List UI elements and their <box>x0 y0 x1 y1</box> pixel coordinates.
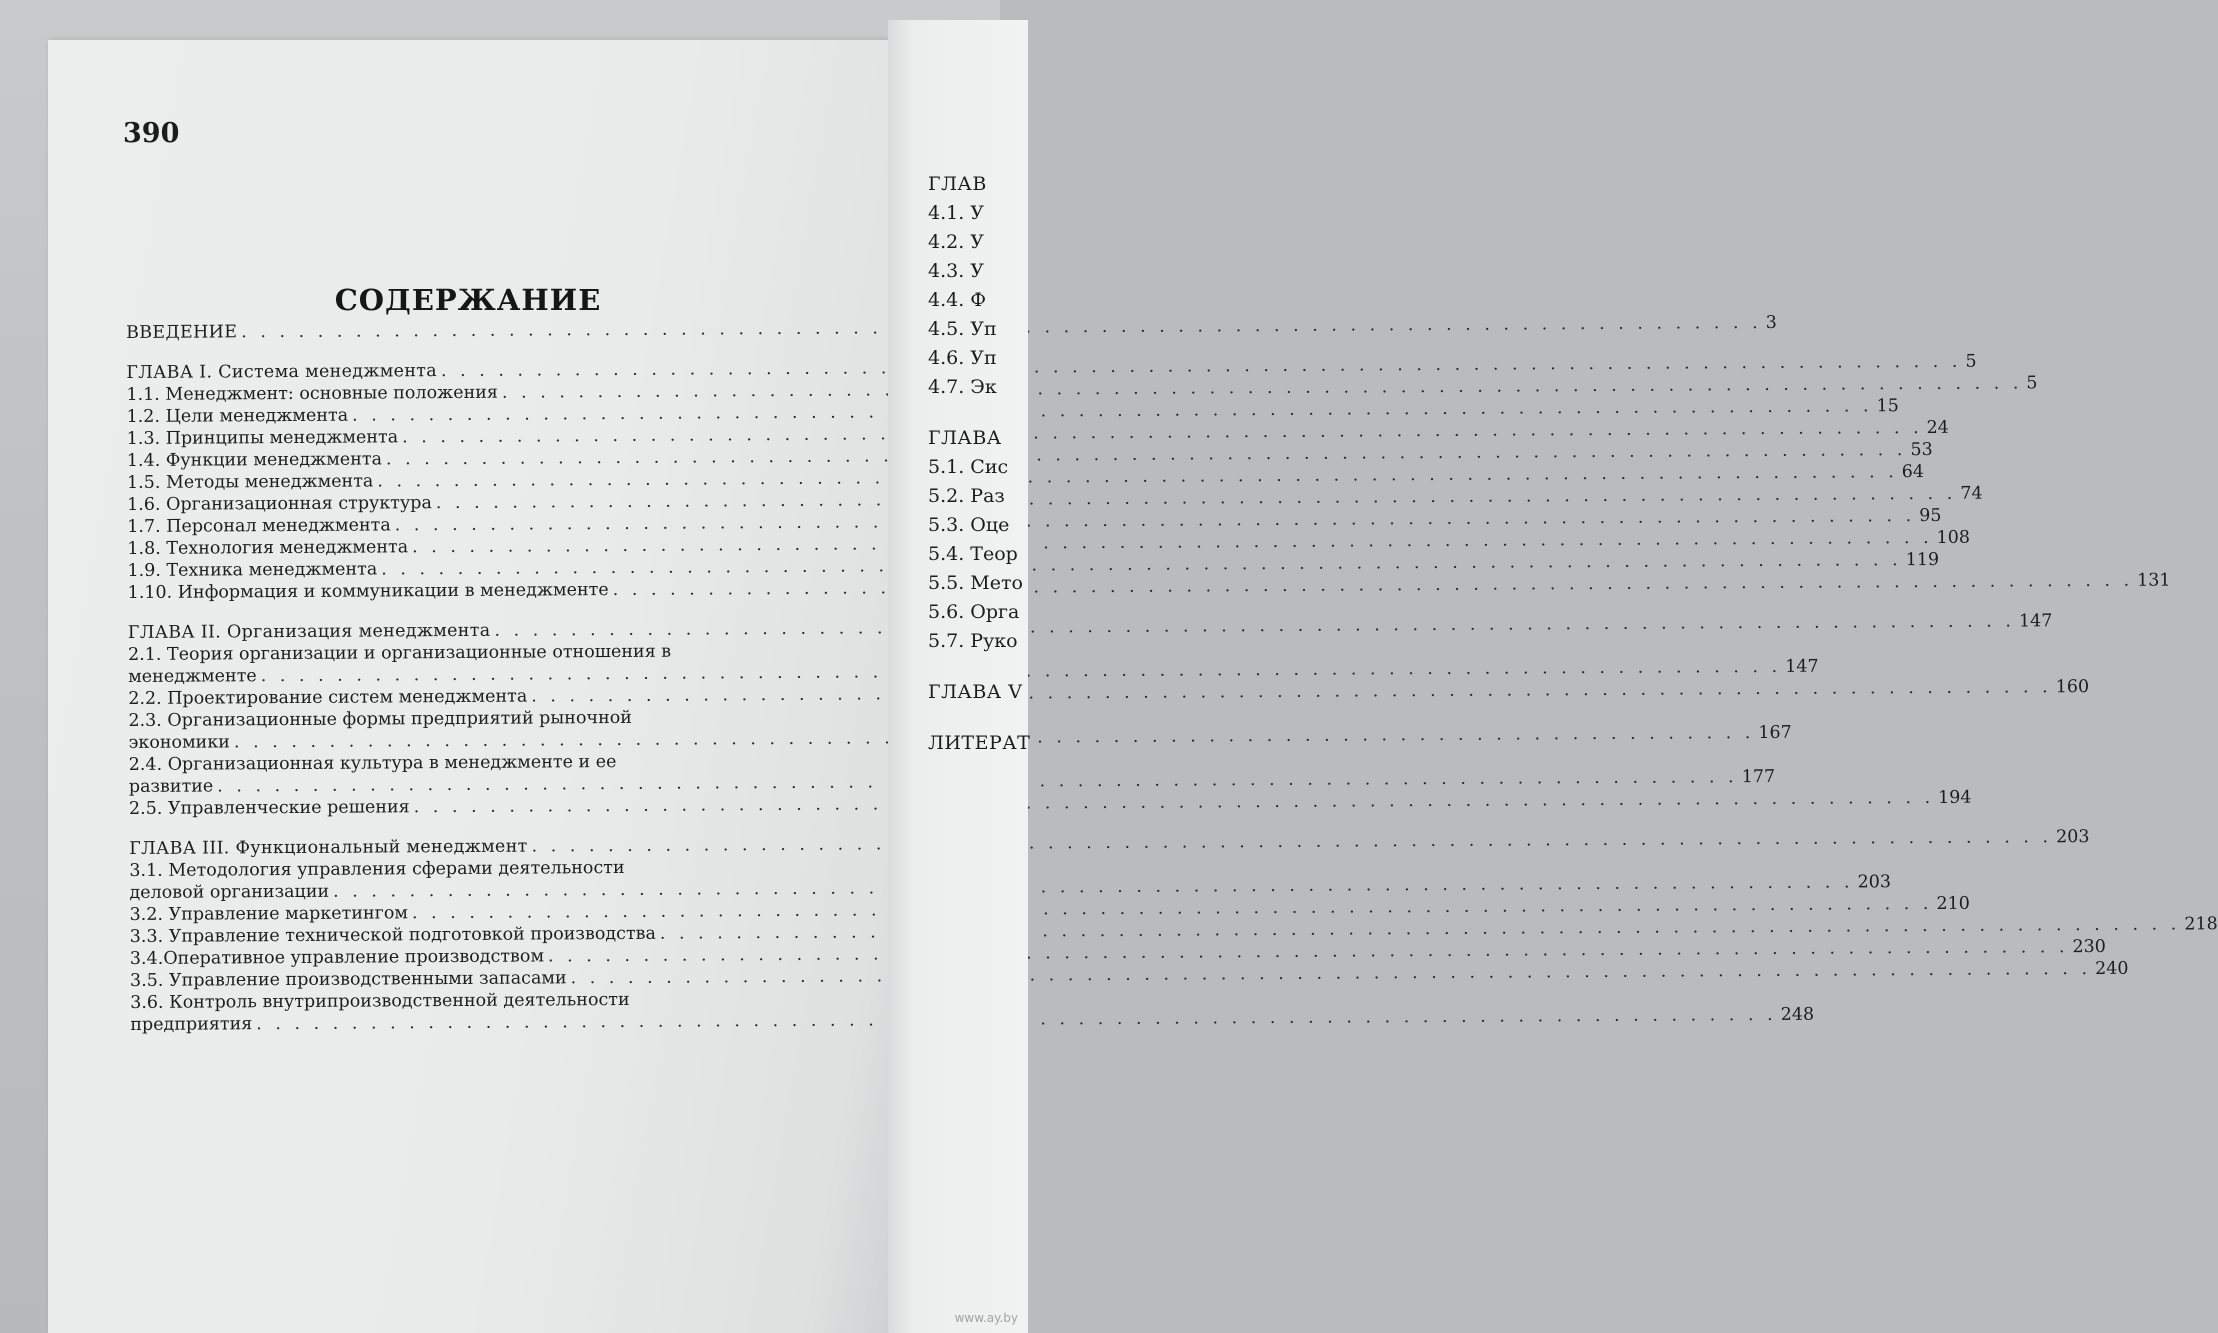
right-line: 5.5. Мето <box>928 572 1023 594</box>
right-line: 4.6. Уп <box>928 347 997 369</box>
right-line: 5.2. Раз <box>928 485 1005 507</box>
right-line: 5.4. Теор <box>928 543 1018 565</box>
right-line: ЛИТЕРАТ <box>928 732 1031 754</box>
toc-chapter-1: ГЛАВА I. Система менеджмента . . . 5 <box>126 358 806 384</box>
toc-entry: развитие . . . 177 <box>129 772 809 798</box>
right-page-text <box>928 170 1030 758</box>
toc-chapter-3: ГЛАВА III. Функциональный менеджмент . . . 203 <box>129 834 809 860</box>
toc-entry-line: 2.1. Теория организации и организационные отношения в <box>127 641 672 665</box>
toc-entry: 1.1. Менеджмент: основные положения . . . 5 <box>126 380 806 406</box>
toc-entry-line: 2.4. Организационная культура в менеджменте и ее <box>128 752 617 775</box>
toc-entry: 3.4.Оперативное управление производством . . . 230 <box>130 944 810 970</box>
right-line: 5.6. Орга <box>928 601 1020 623</box>
right-line: 5.1. Сис <box>928 456 1009 478</box>
right-line: 4.4. Ф <box>928 289 987 311</box>
toc-entry: 1.3. Принципы менеджмента . . . 24 <box>127 424 807 450</box>
toc-entry: 3.5. Управление производственными запасами . . . 240 <box>130 966 810 992</box>
toc-entry: 1.5. Методы менеджмента . . . 64 <box>127 468 807 494</box>
toc-entry: 2.2. Проектирование систем менеджмента . . . 160 <box>128 684 808 710</box>
toc-entry-line: 3.1. Методология управления сферами деятельности <box>129 857 625 881</box>
toc-entry-intro: ВВЕДЕНИЕ . . . 3 <box>126 318 806 344</box>
toc-chapter-2: ГЛАВА II. Организация менеджмента . . . 147 <box>128 618 808 644</box>
right-line: ГЛАВА <box>928 427 1002 449</box>
right-line: 4.7. Эк <box>928 376 997 398</box>
toc-entry: 1.4. Функции менеджмента . . . 53 <box>127 446 807 472</box>
toc-entry-line: 3.6. Контроль внутрипроизводственной деятельности <box>130 989 630 1013</box>
toc-entry-line: 2.3. Организационные формы предприятий рыночной <box>128 707 632 731</box>
toc-entry: 3.2. Управление маркетингом . . . 210 <box>130 900 810 926</box>
right-line: 4.1. У <box>928 202 985 224</box>
toc-entry: 1.8. Технология менеджмента . . . 108 <box>127 534 807 560</box>
page-title: СОДЕРЖАНИЕ <box>334 283 602 317</box>
toc-entry: 2.5. Управленческие решения . . . 194 <box>129 794 809 820</box>
right-line: 5.3. Оце <box>928 514 1010 536</box>
toc-entry: деловой организации . . . 203 <box>129 878 809 904</box>
page-number: 390 <box>123 118 180 149</box>
toc-entry: экономики . . . 167 <box>129 728 809 754</box>
right-line: 5.7. Руко <box>928 630 1018 652</box>
toc-entry: 1.9. Техника менеджмента . . . 119 <box>127 556 807 582</box>
toc-entry: 1.7. Персонал менеджмента . . . 95 <box>127 512 807 538</box>
right-line: ГЛАВА V <box>928 681 1023 703</box>
right-line: 4.5. Уп <box>928 318 997 340</box>
right-line: ГЛАВ <box>928 173 987 195</box>
toc-entry: 1.2. Цели менеджмента . . . 15 <box>127 402 807 428</box>
toc-entry: менеджменте . . . 147 <box>128 662 808 688</box>
toc-entry: 1.10. Информация и коммуникации в менеджменте . . . 131 <box>128 578 808 604</box>
toc-entry: 1.6. Организационная структура . . . 74 <box>127 490 807 516</box>
right-line: 4.3. У <box>928 260 985 282</box>
watermark: www.ay.by <box>954 1311 1018 1325</box>
toc-entry: 3.3. Управление технической подготовкой производства . . . 218 <box>130 922 810 948</box>
right-line: 4.2. У <box>928 231 985 253</box>
toc-entry: предприятия . . . 248 <box>130 1010 810 1036</box>
book-page-right <box>888 20 1031 1333</box>
